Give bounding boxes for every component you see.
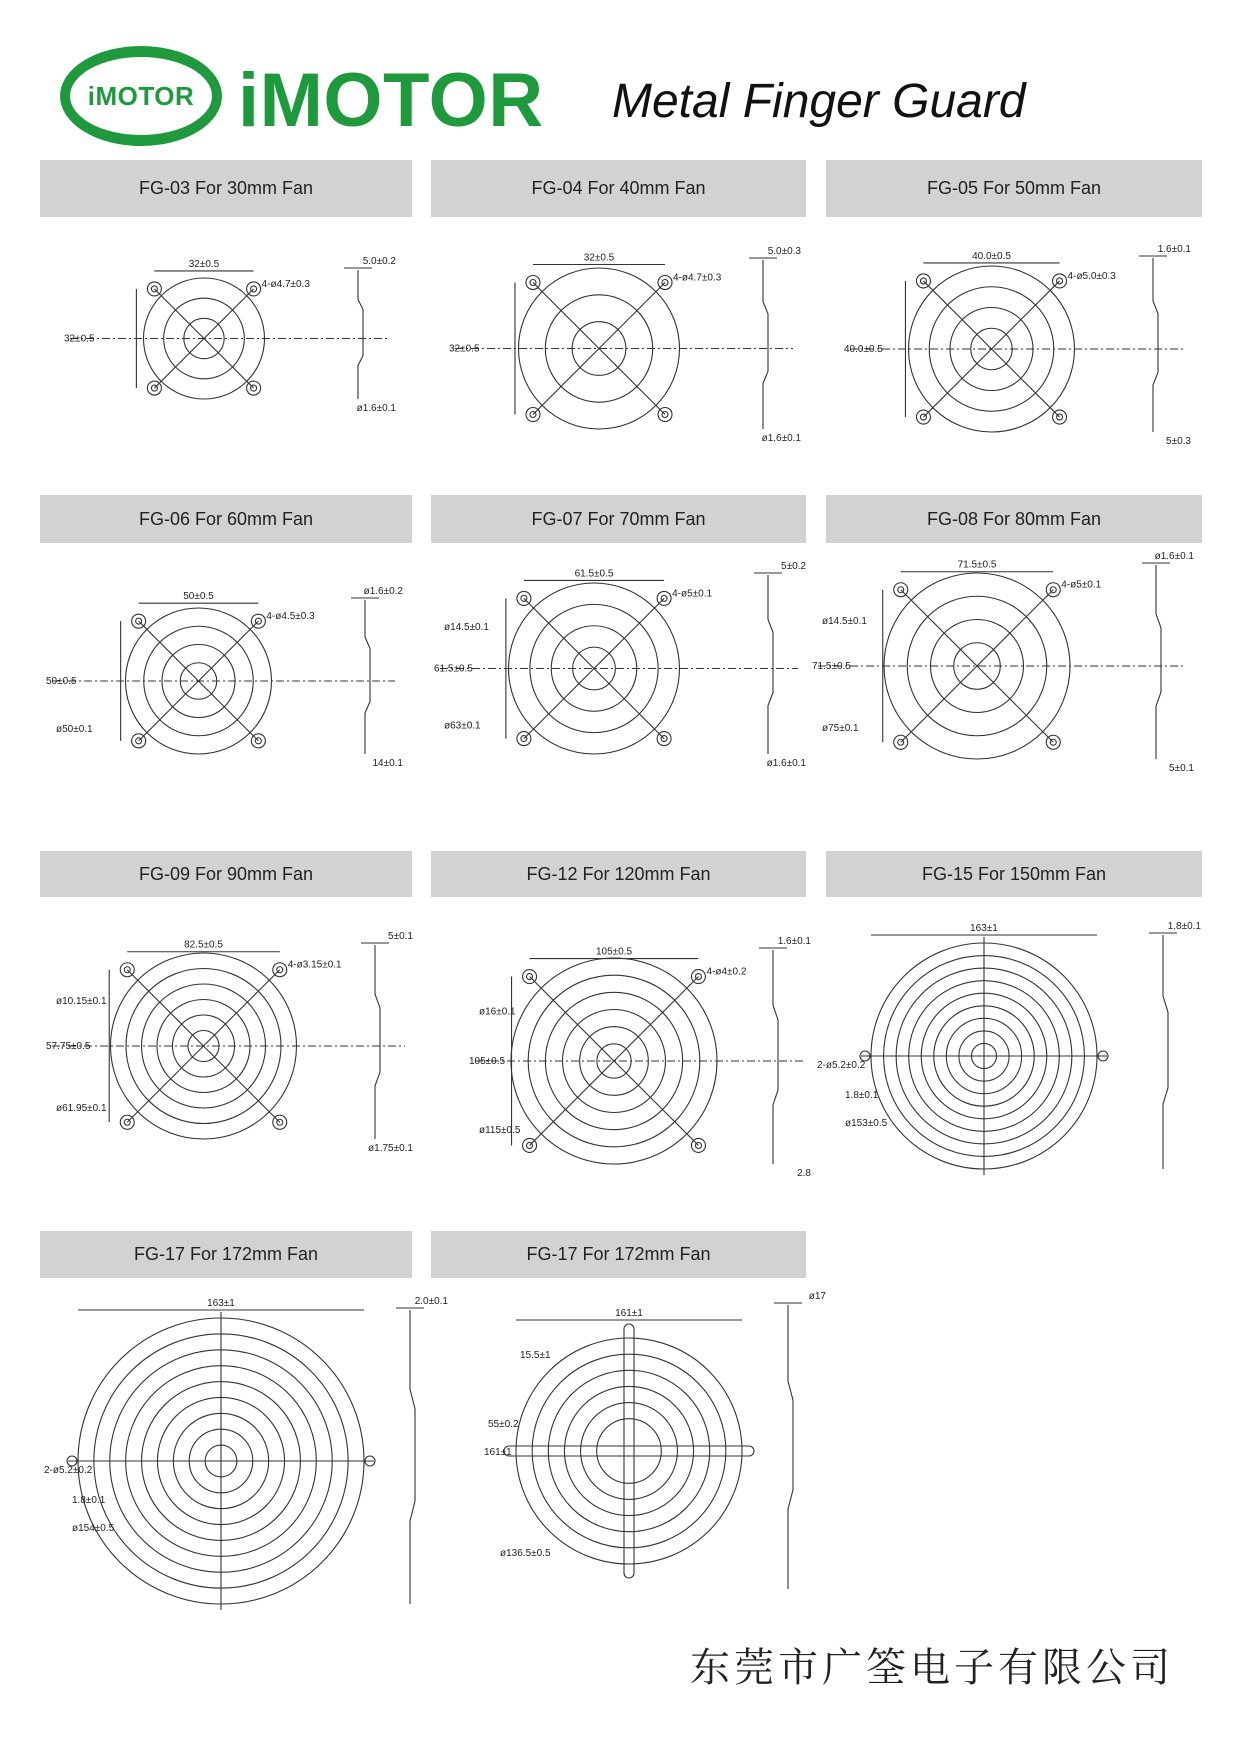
wire-label: 55±0.2 xyxy=(488,1419,519,1430)
guard-bar xyxy=(624,1324,634,1578)
guard-spoke xyxy=(524,598,594,668)
pitch-label: 105±0.5 xyxy=(595,946,633,958)
side-profile xyxy=(410,1310,415,1604)
guard-spoke xyxy=(530,977,614,1061)
guard-drawing xyxy=(42,925,417,1155)
guard-spoke xyxy=(992,349,1060,417)
guard-spoke xyxy=(992,281,1060,349)
depth-label: ø17 xyxy=(808,1291,826,1302)
ring-label: ø63±0.1 xyxy=(444,720,481,732)
product-cell xyxy=(431,495,806,543)
pitch-label: 32±0.5 xyxy=(583,252,615,264)
wire-label: ø1.6±0.1 xyxy=(761,433,801,444)
side-profile xyxy=(365,600,370,754)
mount-hole-inner xyxy=(662,279,668,285)
hole-label: 4-ø4±0.2 xyxy=(706,966,747,978)
guard-drawing xyxy=(42,580,407,770)
center-label: 15.5±1 xyxy=(520,1350,551,1361)
mount-hole xyxy=(526,408,540,422)
guard-bar xyxy=(504,1446,754,1456)
guard-drawing xyxy=(840,238,1195,448)
mount-hole xyxy=(658,408,672,422)
product-cell xyxy=(826,160,1202,217)
mount-hole-inner xyxy=(695,974,701,980)
depth-label: 5.0±0.3 xyxy=(767,246,801,257)
mount-hole xyxy=(894,735,908,749)
depth-label: 1.6±0.1 xyxy=(1157,244,1191,255)
side-profile xyxy=(375,945,380,1139)
guard-ring xyxy=(532,1354,726,1548)
mount-hole xyxy=(894,583,908,597)
guard-spoke xyxy=(154,289,204,339)
ring-label: ø75±0.1 xyxy=(822,723,859,735)
side-profile xyxy=(788,1305,793,1589)
guard-drawing xyxy=(445,240,805,445)
guard-spoke xyxy=(599,282,665,348)
mount-hole-inner xyxy=(1057,414,1063,420)
guard-spoke xyxy=(594,669,664,739)
hole-label: 2-ø5.2±0.2 xyxy=(817,1060,866,1071)
product-title: FG-07 For 70mm Fan xyxy=(431,495,806,543)
product-title: FG-15 For 150mm Fan xyxy=(826,851,1202,897)
product-title: FG-09 For 90mm Fan xyxy=(40,851,412,897)
depth-label: 5±0.2 xyxy=(781,561,806,572)
pitch-label: 61.5±0.5 xyxy=(574,568,614,580)
pitch-label: 32±0.5 xyxy=(188,258,220,270)
center-label: 1.8±0.1 xyxy=(845,1090,879,1101)
mount-hole xyxy=(1053,274,1067,288)
guard-drawing xyxy=(480,1285,830,1605)
ring-label: ø154±0.5 xyxy=(72,1523,115,1534)
mount-hole-inner xyxy=(530,412,536,418)
guard-ring xyxy=(564,1386,693,1515)
center-label: ø10.15±0.1 xyxy=(56,996,107,1008)
pitch-vertical-label: 105±0.5 xyxy=(469,1056,506,1067)
side-profile xyxy=(1156,565,1161,759)
mount-hole xyxy=(1046,735,1060,749)
brand-logo-text: iMOTOR xyxy=(87,80,195,111)
product-title: FG-05 For 50mm Fan xyxy=(826,160,1202,217)
center-label: ø14.5±0.1 xyxy=(822,616,867,628)
guard-ring xyxy=(597,1419,662,1484)
product-title: FG-04 For 40mm Fan xyxy=(431,160,806,217)
guard-spoke xyxy=(204,970,280,1046)
product-title: FG-03 For 30mm Fan xyxy=(40,160,412,217)
guard-spoke xyxy=(901,666,977,742)
pitch-label: 82.5±0.5 xyxy=(184,939,223,951)
depth-label: ø1.6±0.1 xyxy=(1154,551,1194,562)
ring-label: ø136.5±0.5 xyxy=(500,1548,551,1559)
depth-label: 2.0±0.1 xyxy=(414,1296,448,1307)
guard-spoke xyxy=(524,669,594,739)
guard-spoke xyxy=(901,590,977,666)
guard-drawing xyxy=(808,545,1198,775)
guard-spoke xyxy=(594,598,664,668)
product-cell xyxy=(40,160,412,217)
guard-spoke xyxy=(127,1046,203,1122)
product-title: FG-08 For 80mm Fan xyxy=(826,495,1202,543)
guard-spoke xyxy=(977,666,1053,742)
guard-spoke xyxy=(533,282,599,348)
side-profile xyxy=(1163,935,1168,1169)
guard-drawing xyxy=(465,930,815,1180)
wire-label: 5±0.3 xyxy=(1166,436,1191,447)
wire-label: ø1.75±0.1 xyxy=(368,1143,413,1154)
guard-spoke xyxy=(204,289,254,339)
guard-spoke xyxy=(204,339,254,389)
pitch-label: 163±1 xyxy=(970,923,998,934)
ring-label: ø61.95±0.1 xyxy=(56,1103,107,1115)
depth-label: ø1.6±0.2 xyxy=(363,586,403,597)
depth-label: 5±0.1 xyxy=(388,931,413,942)
company-name: 东莞市广筌电子有限公司 xyxy=(690,1645,1174,1691)
hole-label: 4-ø4.5±0.3 xyxy=(266,611,315,623)
wire-label: 5±0.1 xyxy=(1169,763,1194,774)
mount-hole-inner xyxy=(277,1119,283,1125)
ring-label: ø115±0.5 xyxy=(479,1125,521,1137)
mount-hole xyxy=(658,275,672,289)
mount-hole xyxy=(523,970,537,984)
product-cell xyxy=(431,851,806,897)
product-title: FG-06 For 60mm Fan xyxy=(40,495,412,543)
mount-hole xyxy=(526,275,540,289)
mount-hole-inner xyxy=(277,967,283,973)
product-cell xyxy=(431,1231,806,1278)
pitch-label: 163±1 xyxy=(207,1298,235,1309)
guard-spoke xyxy=(204,1046,280,1122)
guard-spoke xyxy=(533,349,599,415)
product-title: FG-17 For 172mm Fan xyxy=(40,1231,412,1278)
guard-spoke xyxy=(530,1061,614,1145)
mount-hole xyxy=(1053,410,1067,424)
hole-label: 4-ø3.15±0.1 xyxy=(287,959,342,971)
mount-hole-inner xyxy=(898,587,904,593)
pitch-label: 40.0±0.5 xyxy=(972,250,1011,262)
brand-name: iMOTOR xyxy=(238,58,544,143)
mount-hole xyxy=(1046,583,1060,597)
guard-ring xyxy=(548,1370,709,1531)
mount-hole-inner xyxy=(662,412,668,418)
pitch-vertical-label: 50±0.5 xyxy=(46,676,77,687)
pitch-label: 71.5±0.5 xyxy=(957,559,997,571)
guard-spoke xyxy=(614,1061,698,1145)
side-profile xyxy=(1153,258,1158,432)
guard-drawing xyxy=(42,1290,452,1620)
mount-hole-inner xyxy=(530,279,536,285)
pitch-vertical-label: 40.0±0.5 xyxy=(844,344,883,355)
brand-logo-badge xyxy=(70,57,212,135)
guard-spoke xyxy=(977,590,1053,666)
mount-hole-inner xyxy=(1050,739,1056,745)
document-title: Metal Finger Guard xyxy=(612,75,1026,128)
product-cell xyxy=(431,160,806,217)
mount-hole-inner xyxy=(1050,587,1056,593)
side-profile xyxy=(768,575,773,754)
mount-hole xyxy=(273,1115,287,1129)
guard-spoke xyxy=(154,339,204,389)
product-cell xyxy=(40,495,412,543)
hole-label: 2-ø5.2±0.2 xyxy=(44,1465,93,1476)
guard-spoke xyxy=(139,621,199,681)
guard-spoke xyxy=(614,977,698,1061)
mount-hole xyxy=(120,963,134,977)
wire-label: ø1.6±0.1 xyxy=(356,403,396,414)
guard-spoke xyxy=(199,681,259,741)
guard-drawing xyxy=(815,915,1205,1185)
depth-label: 5.0±0.2 xyxy=(362,256,396,267)
pitch-vertical-label: 57.75±0.5 xyxy=(46,1041,91,1052)
hole-label: 4-ø4.7±0.3 xyxy=(261,278,310,290)
guard-drawing xyxy=(60,250,400,415)
guard-spoke xyxy=(199,621,259,681)
product-title: FG-12 For 120mm Fan xyxy=(431,851,806,897)
mount-hole-inner xyxy=(898,739,904,745)
product-cell xyxy=(40,851,412,897)
pitch-vertical-label: 32±0.5 xyxy=(64,333,95,345)
pitch-vertical-label: 71.5±0.5 xyxy=(812,661,851,672)
product-cell xyxy=(826,851,1202,897)
mount-hole xyxy=(273,963,287,977)
pitch-label: 161±1 xyxy=(615,1308,643,1319)
center-label: 1.8±0.1 xyxy=(72,1495,106,1506)
mount-hole-inner xyxy=(527,974,533,980)
hole-label: 4-ø5±0.1 xyxy=(672,588,713,600)
product-cell xyxy=(826,495,1202,543)
center-label: ø16±0.1 xyxy=(479,1006,516,1018)
guard-spoke xyxy=(599,349,665,415)
depth-label: 1.8±0.1 xyxy=(1167,921,1201,932)
side-profile xyxy=(358,270,363,399)
center-label: ø14.5±0.1 xyxy=(444,622,489,634)
guard-spoke xyxy=(139,681,199,741)
pitch-vertical-label: 32±0.5 xyxy=(449,343,480,355)
wire-label: ø1.6±0.1 xyxy=(766,758,806,769)
pitch-vertical-label: 161±1 xyxy=(484,1447,512,1458)
side-profile xyxy=(773,950,778,1164)
mount-hole xyxy=(120,1115,134,1129)
product-title: FG-17 For 172mm Fan xyxy=(431,1231,806,1278)
pitch-label: 50±0.5 xyxy=(183,591,214,603)
hole-label: 4-ø5.0±0.3 xyxy=(1067,270,1116,282)
ring-label: ø153±0.5 xyxy=(845,1118,888,1129)
guard-spoke xyxy=(127,970,203,1046)
mount-hole-inner xyxy=(1057,278,1063,284)
ring-label: ø50±0.1 xyxy=(56,724,93,736)
mount-hole xyxy=(691,970,705,984)
guard-spoke xyxy=(923,281,991,349)
depth-label: 1.6±0.1 xyxy=(777,936,811,947)
wire-label: 14±0.1 xyxy=(372,758,403,769)
guard-ring xyxy=(516,1338,742,1564)
side-profile xyxy=(763,260,768,429)
pitch-vertical-label: 61.5±0.5 xyxy=(434,663,473,675)
guard-spoke xyxy=(923,349,991,417)
product-cell xyxy=(40,1231,412,1278)
hole-label: 4-ø5±0.1 xyxy=(1061,579,1102,591)
guard-ring xyxy=(581,1403,678,1500)
mount-hole-inner xyxy=(124,1119,130,1125)
mount-hole-inner xyxy=(124,967,130,973)
wire-label: 2.8 xyxy=(797,1168,811,1179)
guard-drawing xyxy=(430,555,810,770)
hole-label: 4-ø4.7±0.3 xyxy=(673,272,722,284)
